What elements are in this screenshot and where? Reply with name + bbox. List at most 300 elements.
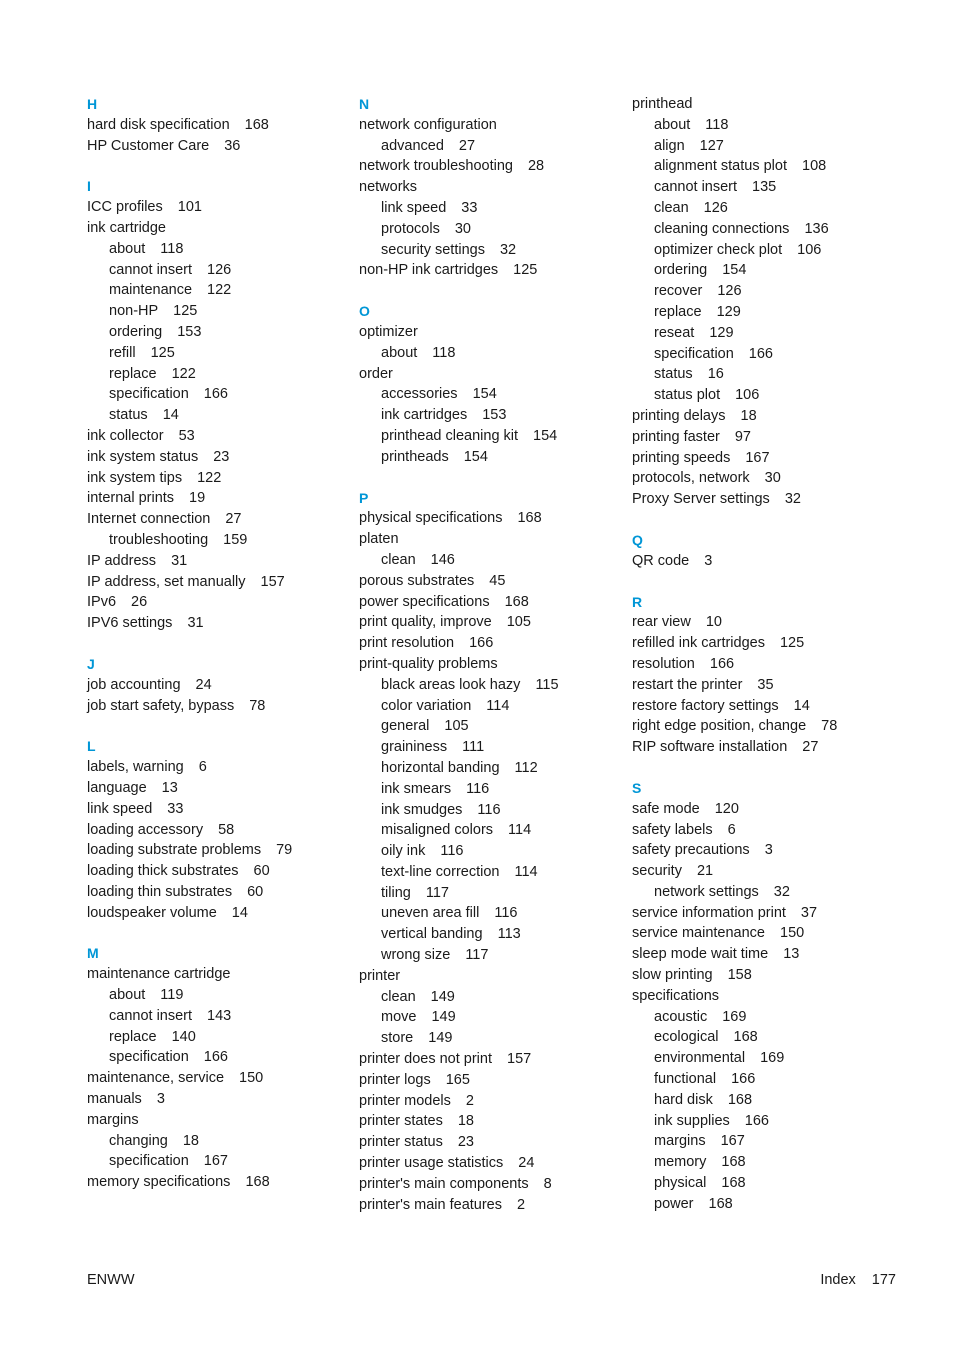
- entry-text: specification: [109, 386, 189, 403]
- page-reference: 153: [177, 323, 202, 340]
- page-reference: 101: [177, 199, 202, 216]
- page-reference: 114: [508, 822, 532, 839]
- entry-text: clean: [381, 988, 416, 1005]
- entry-text: job accounting: [87, 676, 181, 693]
- entry-text: link speed: [87, 800, 153, 817]
- index-entry: [632, 468, 897, 489]
- entry-text: internal prints: [87, 490, 175, 507]
- entry-text: restart the printer: [632, 676, 743, 693]
- index-entry: [87, 778, 352, 799]
- page-reference: 32: [773, 883, 790, 900]
- index-entry: [359, 1153, 624, 1174]
- page-reference: 154: [722, 262, 747, 279]
- index-entry: [359, 1091, 624, 1112]
- entry-text: printer does not print: [359, 1051, 492, 1068]
- index-letter-heading: L: [87, 738, 96, 755]
- index-letter-heading: M: [87, 945, 99, 962]
- page-reference: 167: [745, 449, 770, 466]
- index-entry: [87, 840, 352, 861]
- index-subentry: [359, 240, 624, 261]
- page-reference: 18: [457, 1113, 474, 1130]
- page-reference: 125: [513, 262, 538, 279]
- entry-text: network troubleshooting: [359, 158, 513, 175]
- entry-text: printer's main features: [359, 1196, 502, 1213]
- entry-text: specification: [109, 1153, 189, 1170]
- page-reference: 60: [247, 883, 264, 900]
- entry-text: restore factory settings: [632, 697, 779, 714]
- index-entry: [632, 820, 897, 841]
- index-subentry: [359, 820, 624, 841]
- entry-text: replace: [109, 365, 157, 382]
- page-reference: 166: [709, 655, 735, 672]
- index-entry: [87, 903, 352, 924]
- entry-text: order: [359, 365, 393, 382]
- entry-text: printer status: [359, 1134, 443, 1151]
- index-entry: [632, 799, 897, 820]
- index-subentry: [359, 696, 624, 717]
- index-entry: [359, 654, 624, 675]
- page-reference: 159: [223, 531, 248, 548]
- index-subentry: [632, 240, 897, 261]
- index-subentry: [87, 384, 352, 405]
- index-entry: [359, 966, 624, 987]
- index-subentry: [632, 115, 897, 136]
- index-entry: [87, 696, 352, 717]
- index-entry: [632, 923, 897, 944]
- page-reference: 18: [182, 1132, 199, 1149]
- index-letter-heading: N: [359, 96, 370, 112]
- index-subentry: [359, 862, 624, 883]
- entry-text: printer states: [359, 1113, 443, 1130]
- page-reference: 149: [431, 1009, 456, 1026]
- entry-text: sleep mode wait time: [632, 946, 769, 963]
- page-reference: 23: [457, 1134, 474, 1151]
- page-reference: 105: [506, 614, 531, 631]
- index-subentry: [359, 716, 624, 737]
- index-subentry: [87, 1047, 352, 1068]
- entry-text: loudspeaker volume: [87, 904, 217, 921]
- entry-text: ink cartridge: [87, 219, 166, 236]
- page-reference: 2: [517, 1196, 526, 1213]
- page-reference: 105: [444, 718, 469, 735]
- entry-text: changing: [109, 1132, 168, 1149]
- index-subentry: [632, 302, 897, 323]
- page-reference: 108: [802, 158, 827, 175]
- index-entry: [359, 1174, 624, 1195]
- index-entry: [87, 197, 352, 218]
- page-reference: 165: [445, 1071, 470, 1088]
- page-reference: 6: [198, 759, 207, 776]
- index-entry: [632, 633, 897, 654]
- entry-text: maintenance cartridge: [87, 966, 231, 983]
- page-reference: 129: [716, 303, 741, 320]
- entry-text: right edge position, change: [632, 718, 807, 735]
- page-reference: 30: [764, 470, 781, 487]
- index-entry: [87, 1068, 352, 1089]
- index-subentry: [632, 1007, 897, 1028]
- page-reference: 116: [440, 843, 464, 860]
- index-subentry: [359, 405, 624, 426]
- entry-text: wrong size: [381, 947, 451, 964]
- entry-text: misaligned colors: [381, 822, 494, 839]
- page-reference: 78: [821, 718, 838, 735]
- entry-text: ink collector: [87, 427, 164, 444]
- page-reference: 33: [167, 800, 184, 817]
- page-reference: 37: [800, 904, 818, 921]
- index-entry: [359, 177, 624, 198]
- section-spacer: [87, 716, 352, 736]
- index-entry: [87, 1172, 352, 1193]
- index-entry: [87, 861, 352, 882]
- index-entry: [632, 675, 897, 696]
- entry-text: uneven area fill: [381, 905, 480, 922]
- index-entry: [87, 468, 352, 489]
- entry-text: printhead cleaning kit: [381, 427, 519, 444]
- page-reference: 60: [253, 863, 270, 880]
- page-reference: 140: [171, 1028, 196, 1045]
- page-reference: 18: [740, 407, 757, 424]
- entry-text: non-HP: [109, 303, 159, 320]
- entry-text: porous substrates: [359, 572, 475, 589]
- index-subentry: [87, 405, 352, 426]
- index-column-3: [632, 94, 897, 1215]
- entry-text: security: [632, 863, 682, 880]
- entry-text: printing faster: [632, 428, 720, 445]
- index-entry: [87, 613, 352, 634]
- index-subentry: [359, 800, 624, 821]
- page-reference: 153: [482, 407, 507, 424]
- page-reference: 118: [432, 344, 456, 361]
- page-reference: 157: [260, 573, 285, 590]
- page-reference: 45: [489, 572, 506, 589]
- index-entry: [87, 426, 352, 447]
- index-entry: [359, 364, 624, 385]
- page-reference: 28: [527, 158, 545, 175]
- page-reference: 166: [469, 635, 494, 652]
- index-entry: [87, 799, 352, 820]
- page-reference: 118: [705, 116, 729, 133]
- index-entry: [87, 447, 352, 468]
- index-entry: [632, 903, 897, 924]
- index-subentry: [359, 426, 624, 447]
- index-entry: [632, 840, 897, 861]
- entry-text: replace: [109, 1028, 157, 1045]
- index-column-1: [87, 94, 352, 1193]
- entry-text: IPV6 settings: [87, 615, 173, 632]
- footer-doc-code: ENWW: [87, 1272, 135, 1288]
- page-reference: 168: [708, 1195, 733, 1212]
- index-subentry: [87, 322, 352, 343]
- entry-text: recover: [654, 283, 703, 300]
- index-entry: [359, 115, 624, 136]
- entry-text: specification: [654, 345, 734, 362]
- index-entry: [359, 156, 624, 177]
- entry-text: safe mode: [632, 800, 700, 817]
- entry-text: Internet connection: [87, 511, 211, 528]
- entry-text: rear view: [632, 614, 691, 631]
- entry-text: physical specifications: [359, 510, 503, 527]
- entry-text: security settings: [381, 241, 485, 258]
- index-entry: [87, 882, 352, 903]
- page-reference: 114: [514, 863, 538, 880]
- index-entry: [87, 551, 352, 572]
- index-letter-heading: I: [87, 178, 91, 195]
- index-letter-heading: Q: [632, 531, 643, 548]
- page-reference: 6: [727, 821, 736, 838]
- entry-text: printheads: [381, 448, 449, 465]
- entry-text: clean: [381, 551, 416, 568]
- index-subentry: [632, 1090, 897, 1111]
- index-subentry: [359, 384, 624, 405]
- entry-text: printer: [359, 967, 401, 984]
- entry-text: manuals: [87, 1091, 142, 1108]
- index-subentry: [359, 1007, 624, 1028]
- entry-text: optimizer: [359, 323, 418, 340]
- index-subentry: [359, 219, 624, 240]
- page-reference: 166: [203, 1049, 228, 1066]
- page-reference: 117: [465, 947, 489, 964]
- page-reference: 8: [543, 1175, 552, 1192]
- entry-text: service information print: [632, 904, 786, 921]
- page-reference: 19: [189, 490, 206, 507]
- page-reference: 149: [430, 988, 455, 1005]
- entry-text: cleaning connections: [654, 220, 790, 237]
- page-reference: 79: [276, 842, 293, 859]
- page-reference: 129: [709, 324, 734, 341]
- page-reference: 27: [458, 137, 476, 154]
- index-subentry: [87, 343, 352, 364]
- index-entry: [87, 572, 352, 593]
- entry-text: ecological: [654, 1029, 719, 1046]
- page-reference: 168: [727, 1091, 753, 1108]
- index-entry: [87, 1110, 352, 1131]
- index-entry: [632, 716, 897, 737]
- entry-text: ink smudges: [381, 801, 463, 818]
- index-subentry: [632, 198, 897, 219]
- index-entry: [632, 737, 897, 758]
- entry-text: reseat: [654, 324, 695, 341]
- index-entry: [359, 529, 624, 550]
- page-reference: 122: [171, 365, 196, 382]
- index-entry: [87, 136, 352, 157]
- page-reference: 36: [224, 137, 241, 154]
- page-reference: 122: [207, 282, 232, 299]
- page-reference: 112: [514, 759, 538, 776]
- page-reference: 168: [733, 1029, 758, 1046]
- entry-text: printing speeds: [632, 449, 731, 466]
- entry-text: ICC profiles: [87, 199, 163, 216]
- entry-text: power: [654, 1195, 694, 1212]
- page-reference: 168: [504, 593, 529, 610]
- page-reference: 2: [465, 1092, 474, 1109]
- page-reference: 157: [507, 1051, 532, 1068]
- index-subentry: [87, 1027, 352, 1048]
- entry-text: job start safety, bypass: [87, 697, 235, 714]
- page-reference: 168: [721, 1175, 746, 1192]
- entry-text: replace: [654, 303, 702, 320]
- page-reference: 32: [499, 241, 517, 258]
- page-reference: 116: [477, 801, 501, 818]
- index-entry: [359, 1111, 624, 1132]
- index-letter-heading: O: [359, 303, 370, 320]
- index-subentry: [359, 1028, 624, 1049]
- page-reference: 127: [699, 137, 724, 154]
- page-reference: 168: [721, 1154, 746, 1171]
- page-reference: 126: [717, 283, 742, 300]
- entry-text: environmental: [654, 1050, 746, 1067]
- index-entry: [632, 94, 897, 115]
- page-reference: 166: [748, 345, 773, 362]
- entry-text: printer logs: [359, 1071, 431, 1088]
- entry-text: margins: [654, 1133, 706, 1150]
- entry-text: status plot: [654, 387, 721, 404]
- page-reference: 97: [734, 428, 751, 445]
- index-letter-heading: J: [87, 655, 95, 672]
- page-reference: 14: [162, 407, 179, 424]
- index-entry: [632, 965, 897, 986]
- index-entry: [359, 1195, 624, 1216]
- index-subentry: [632, 136, 897, 157]
- entry-text: status: [654, 366, 693, 383]
- entry-text: clean: [654, 199, 689, 216]
- page-reference: 117: [425, 884, 449, 901]
- entry-text: service maintenance: [632, 925, 765, 942]
- page-reference: 154: [463, 448, 488, 465]
- index-subentry: [87, 280, 352, 301]
- entry-text: hard disk specification: [87, 116, 230, 133]
- entry-text: power specifications: [359, 593, 490, 610]
- index-subentry: [632, 177, 897, 198]
- index-entry: [632, 448, 897, 469]
- entry-text: ink system tips: [87, 469, 183, 486]
- entry-text: margins: [87, 1111, 139, 1128]
- index-subentry: [87, 1006, 352, 1027]
- footer-page-info: [820, 1270, 896, 1290]
- entry-text: non-HP ink cartridges: [359, 262, 499, 279]
- page-reference: 10: [705, 614, 722, 631]
- entry-text: refill: [109, 344, 136, 361]
- entry-text: ink supplies: [654, 1112, 730, 1129]
- index-subentry: [632, 219, 897, 240]
- index-subentry: [87, 260, 352, 281]
- index-subentry: [87, 239, 352, 260]
- index-subentry: [87, 364, 352, 385]
- page-reference: 166: [203, 386, 228, 403]
- page-reference: 53: [178, 427, 195, 444]
- entry-text: loading accessory: [87, 821, 204, 838]
- index-subentry: [359, 675, 624, 696]
- index-subentry: [359, 447, 624, 468]
- entry-text: align: [654, 137, 685, 154]
- page-reference: 116: [494, 905, 518, 922]
- index-subentry: [632, 385, 897, 406]
- page-reference: 106: [735, 387, 760, 404]
- index-subentry: [359, 841, 624, 862]
- entry-text: troubleshooting: [109, 531, 209, 548]
- entry-text: printing delays: [632, 407, 726, 424]
- index-subentry: [632, 1173, 897, 1194]
- entry-text: printhead: [632, 96, 693, 112]
- entry-text: specification: [109, 1049, 189, 1066]
- index-subentry: [632, 1027, 897, 1048]
- page-reference: 150: [239, 1070, 264, 1087]
- entry-text: loading thin substrates: [87, 883, 233, 900]
- entry-text: tiling: [381, 884, 411, 901]
- index-subentry: [87, 301, 352, 322]
- page-reference: 32: [784, 491, 801, 508]
- index-entry: [87, 820, 352, 841]
- entry-text: IPv6: [87, 594, 117, 611]
- entry-text: networks: [359, 179, 418, 196]
- index-entry: [359, 633, 624, 654]
- entry-text: print resolution: [359, 635, 455, 652]
- index-entry: [632, 986, 897, 1007]
- page-reference: 113: [497, 926, 521, 943]
- page-reference: 111: [462, 739, 485, 756]
- entry-text: hard disk: [654, 1091, 713, 1108]
- page-reference: 14: [793, 697, 810, 714]
- index-entry: [359, 322, 624, 343]
- entry-text: print quality, improve: [359, 614, 492, 631]
- index-subentry: [632, 260, 897, 281]
- entry-text: safety precautions: [632, 842, 750, 859]
- page-reference: 150: [780, 925, 805, 942]
- index-subentry: [359, 987, 624, 1008]
- entry-text: about: [381, 344, 418, 361]
- page-reference: 31: [171, 552, 188, 569]
- page-reference: 143: [207, 1007, 232, 1024]
- page-reference: 3: [764, 842, 773, 859]
- page-reference: 13: [783, 946, 800, 963]
- page-reference: 3: [704, 552, 713, 569]
- entry-text: maintenance: [109, 282, 193, 299]
- index-entry: [87, 675, 352, 696]
- entry-text: graininess: [381, 739, 448, 756]
- entry-text: resolution: [632, 655, 695, 672]
- entry-text: about: [109, 987, 146, 1004]
- section-spacer: [87, 156, 352, 176]
- page-reference: 16: [707, 366, 724, 383]
- section-spacer: [359, 281, 624, 301]
- entry-text: general: [381, 718, 430, 735]
- page-reference: 166: [744, 1112, 769, 1129]
- page-reference: 158: [727, 967, 752, 984]
- entry-text: printer's main components: [359, 1175, 529, 1192]
- entry-text: HP Customer Care: [87, 137, 210, 154]
- entry-text: horizontal banding: [381, 759, 500, 776]
- page-reference: 168: [245, 1174, 270, 1191]
- index-subentry: [632, 281, 897, 302]
- page-reference: 35: [757, 676, 774, 693]
- entry-text: functional: [654, 1071, 717, 1088]
- entry-text: printer usage statistics: [359, 1155, 504, 1172]
- index-entry: [87, 509, 352, 530]
- entry-text: memory: [654, 1154, 707, 1171]
- page-reference: 146: [430, 551, 455, 568]
- index-entry: [359, 260, 624, 281]
- page-reference: 122: [197, 469, 222, 486]
- entry-text: safety labels: [632, 821, 713, 838]
- entry-text: color variation: [381, 697, 472, 714]
- index-subentry: [632, 1152, 897, 1173]
- page-reference: 118: [160, 240, 184, 257]
- entry-text: about: [654, 116, 691, 133]
- entry-text: QR code: [632, 552, 690, 569]
- index-entry: [632, 612, 897, 633]
- index-entry: [632, 551, 897, 572]
- entry-text: store: [381, 1030, 414, 1047]
- page-reference: 116: [466, 780, 490, 797]
